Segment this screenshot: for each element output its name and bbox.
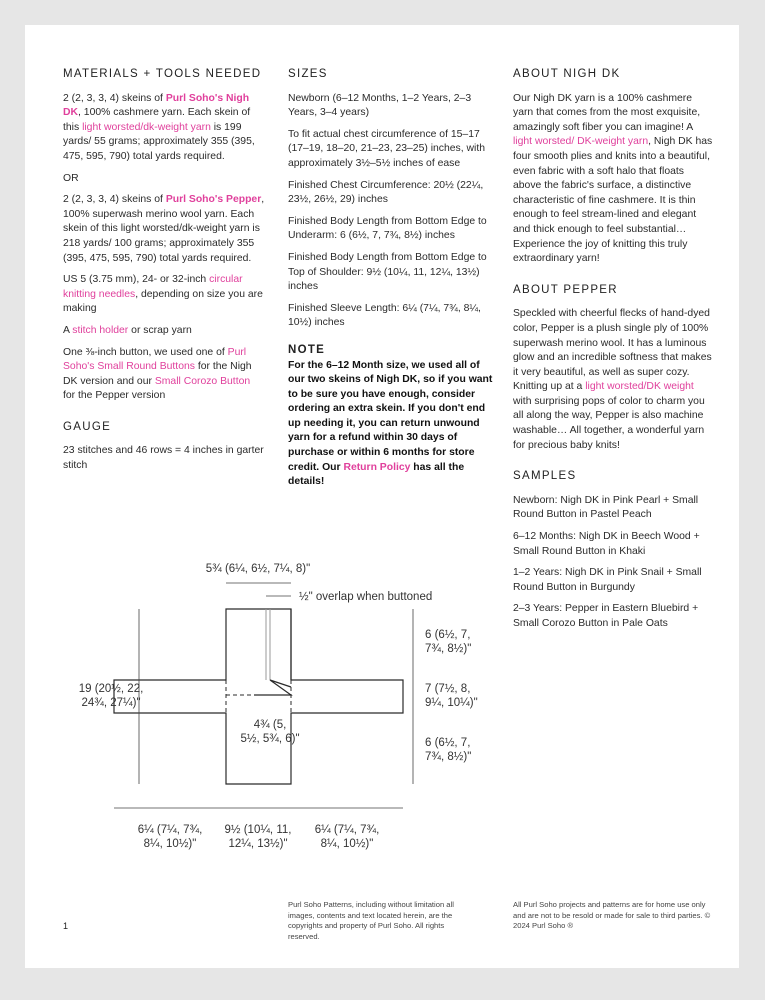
body-length-shoulder-text: Finished Body Length from Bottom Edge to Top of Shoulder: 9½ (10¼, 11, 12¼, 13½) inches (288, 251, 487, 293)
materials-nigh-paragraph: 2 (2, 3, 3, 4) skeins of Purl Soho's Nigh DK, 100% cashmere yarn. Each skein of this light worsted/dk-weight yarn is 199 yards/ 55 grams; approximately 355 (395, 475, 595, 790) total yards required. (63, 92, 255, 162)
sample-item: 2–3 Years: Pepper in Eastern Bluebird + Small Corozo Button in Pale Oats (513, 603, 699, 629)
page-number: 1 (63, 921, 69, 931)
nigh-dk-link[interactable]: Purl Soho's Nigh DK (63, 92, 250, 119)
needles-paragraph: US 5 (3.75 mm), 24- or 32-inch circular knitting needles, depending on size you are making (63, 274, 263, 315)
body-length-underarm-text: Finished Body Length from Bottom Edge to Underarm: 6 (6½, 7, 7¾, 8½) inches (288, 215, 487, 242)
neckline (254, 680, 291, 695)
or-text: OR (63, 172, 79, 184)
left-sleeve-label-1: 6¼ (7¼, 7¾, (137, 824, 203, 836)
right-sleeve-label-2: 8¼, 10½)" (320, 838, 374, 850)
stitch-holder-paragraph: A stitch holder or scrap yarn (63, 324, 192, 336)
stitch-holder-link[interactable]: stitch holder (72, 324, 129, 336)
body-width-label-1: 9½ (10¼, 11, (224, 824, 292, 836)
sleeve-length-text: Finished Sleeve Length: 6¼ (7¼, 7¾, 8¼, 10½) inches (288, 302, 481, 329)
body-bottom-label-1: 6 (6½, 7, (425, 737, 471, 749)
pepper-link[interactable]: Purl Soho's Pepper (165, 194, 262, 206)
total-length-label-1: 19 (20½, 22, (78, 683, 144, 695)
small-round-buttons-link[interactable]: Purl Soho's Small Round Buttons (63, 346, 247, 373)
fold-lines (226, 680, 291, 713)
body-width-label-2: 12¼, 13½)" (228, 838, 288, 850)
button-paragraph: One ⅜-inch button, we used one of Purl Soho's Small Round Buttons for the Nigh DK version and our Small Corozo Button for the Pepper version (63, 346, 252, 402)
total-length-label-2: 24¾, 27¼)" (81, 697, 141, 709)
gauge-text: 23 stitches and 46 rows = 4 inches in garter stitch (63, 445, 264, 472)
sample-item: Newborn: Nigh DK in Pink Pearl + Small Round Button in Pastel Peach (513, 494, 699, 521)
about-pepper-heading: ABOUT PEPPER (513, 283, 618, 296)
samples-heading: SAMPLES (513, 470, 577, 483)
nigh-weight-link[interactable]: light worsted/ DK-weight yarn (513, 136, 649, 148)
sleeve-width-label-2: 9¼, 10¼)" (425, 697, 478, 709)
chest-circumference-text: Finished Chest Circumference: 20½ (22¼, 23½, 26½, 29) inches (288, 179, 484, 206)
about-nigh-heading: ABOUT NIGH DK (513, 68, 621, 80)
placket-lines (266, 609, 270, 680)
sample-item: 1–2 Years: Nigh DK in Pink Snail + Small Round Button in Burgundy (513, 567, 702, 593)
right-sleeve-label-1: 6¼ (7¼, 7¾, (314, 824, 380, 836)
light-worsted-link[interactable]: light worsted/dk-weight yarn (82, 121, 211, 133)
footer-copyright-right: All Purl Soho projects and patterns are for home use only and are not to be resold or made for sale to third parties. © 2024 Purl Soho ® (513, 900, 711, 931)
schematic-diagram (25, 25, 739, 968)
note-text: For the 6–12 Month size, we used all of our two skeins of Nigh DK, so if you want to be sure you have enough, consider ordering an extra skein. If you don't end up needing it, you can return unwound yarn for a refund within 30 days of purchase or within 6 months for store credit. Our Return Policy has all the details! (288, 359, 493, 488)
sample-item: 6–12 Months: Nigh DK in Beech Wood + Small Round Button in Khaki (513, 531, 700, 557)
body-top-label-2: 7¾, 8½)" (425, 643, 472, 655)
neck-width-label-1: 4¾ (5, (253, 719, 287, 731)
about-nigh-text: Our Nigh DK yarn is a 100% cashmere yarn that comes from the most exquisite, amazingly soft fiber you can imagine! A light worsted/ DK-weight yarn, Nigh DK has four smooth plies and knits into a beautiful, even fabric with a soft halo that floats above the fabric's surface, a distinctive characteristic of fine cashmere. It is thin enough to feel stream-lined and elegant and thick enough to feel substantial… Experience the joy of knitting this truly extraordinary yarn! (513, 92, 713, 265)
neck-width-label-2: 5½, 5¾, 6)" (240, 733, 300, 745)
about-pepper-text: Speckled with cheerful flecks of hand-dyed color, Pepper is a plush single ply of 100% superwash merino wool. It has a luminous glow and an incredible softness that makes it very beautiful, as well as super cozy. Knitting up at a light worsted/DK weight with surprising pops of color to charm you all along the way, Pepper is also machine washable… All together, a wonderful yarn for precious baby knits! (513, 308, 712, 451)
circular-needles-link[interactable]: circular knitting needles (63, 274, 243, 300)
sizes-list: Newborn (6–12 Months, 1–2 Years, 2–3 Years, 3–4 years) (288, 92, 472, 119)
left-sleeve-label-2: 8¼, 10½)" (143, 838, 197, 850)
sleeve-width-label-1: 7 (7½, 8, (425, 683, 471, 695)
overlap-label: ½" overlap when buttoned (299, 591, 433, 603)
chest-fit-text: To fit actual chest circumference of 15–17 (17–19, 18–20, 21–23, 23–25) inches, with approximately 3½–5½ inches of ease (288, 128, 485, 169)
pepper-weight-link[interactable]: light worsted/DK weight (585, 381, 694, 393)
footer-copyright-left: Purl Soho Patterns, including without limitation all images, contents and text located herein, are the copyrights and property of Purl Soho. All rights reserved. (288, 900, 454, 941)
pattern-page (25, 25, 739, 968)
note-heading: NOTE (288, 343, 326, 356)
sizes-heading: SIZES (288, 68, 328, 80)
gauge-heading: GAUGE (63, 420, 112, 433)
return-policy-link[interactable]: Return Policy (343, 461, 411, 473)
sweater-outline (114, 609, 403, 784)
body-bottom-label-2: 7¾, 8½)" (425, 751, 472, 763)
materials-pepper-paragraph: 2 (2, 3, 3, 4) skeins of Purl Soho's Pepper, 100% superwash merino wool yarn. Each skein of this light worsted/dk-weight yarn is 218 yards/ 100 grams; approximately 355 (395, 475, 595, 790) total yards required. (63, 194, 265, 264)
small-corozo-button-link[interactable]: Small Corozo Button (154, 375, 251, 387)
body-top-label-1: 6 (6½, 7, (425, 629, 471, 641)
top-width-label: 5¾ (6¼, 6½, 7¼, 8)" (205, 563, 311, 575)
materials-heading: MATERIALS + TOOLS NEEDED (63, 68, 262, 80)
